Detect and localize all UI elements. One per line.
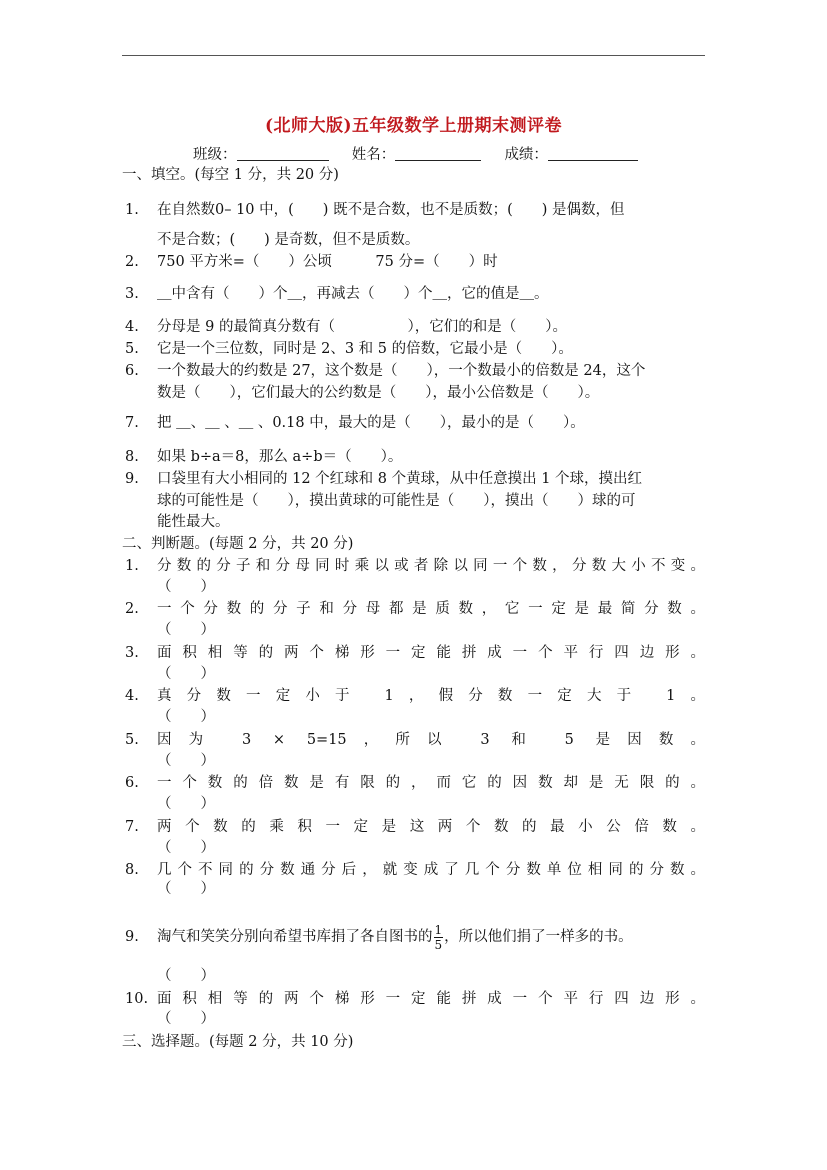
q3-text: ＿中含有（ ）个＿，再减去（ ）个＿，它的值是＿。	[157, 286, 549, 302]
judge-6-answer[interactable]: （ ）	[157, 796, 215, 812]
fraction-denominator: 5	[434, 937, 443, 952]
q7-text: 把 ＿、＿ 、＿ 、0.18 中，最大的是（ ），最小的是（ ）。	[157, 415, 585, 431]
judge-10-number: 10.	[125, 991, 149, 1007]
q9-text-line3: 能性最大。	[157, 514, 230, 530]
q6-text-line2: 数是（ ），它们最大的公约数是（ ），最小公倍数是（ ）。	[157, 385, 600, 401]
name-label: 姓名：	[351, 147, 396, 163]
judge-9-text	[157, 911, 633, 963]
q4-number: 4.	[125, 319, 139, 335]
judge-7-text: 两个数的乘积一定是这两个数的最小公倍数。	[157, 819, 705, 835]
q2-number: 2.	[125, 254, 139, 270]
judge-4-number: 4.	[125, 688, 139, 704]
score-field[interactable]	[548, 146, 638, 161]
judge-9-text-pre: 淘气和笑笑分别向希望书库捐了各自图书的	[157, 929, 433, 945]
judge-4-text: 真分数一定小于 1，假分数一定大于 1。	[157, 688, 705, 704]
judge-3-number: 3.	[125, 645, 139, 661]
judge-2-number: 2.	[125, 601, 139, 617]
q6-text-line1: 一个数最大的约数是 27，这个数是（ ），一个数最小的倍数是 24，这个	[157, 363, 646, 379]
q4-text: 分母是 9 的最简真分数有（ ），它们的和是（ ）。	[157, 319, 567, 335]
q6-number: 6.	[125, 363, 139, 379]
judge-1-number: 1.	[125, 558, 139, 574]
q9-number: 9.	[125, 471, 139, 487]
section1-heading: 一、填空。(每空 1 分，共 20 分)	[122, 167, 339, 183]
judge-5-text: 因为 3 × 5=15，所以 3 和 5 是因数。	[157, 732, 705, 748]
judge-4-answer[interactable]: （ ）	[157, 709, 215, 725]
q2-text: 750 平方米=（ ）公顷 75 分=（ ）时	[157, 254, 498, 270]
top-rule	[122, 55, 705, 56]
judge-9-number: 9.	[125, 929, 139, 945]
judge-1-answer[interactable]: （ ）	[157, 579, 215, 595]
judge-5-answer[interactable]: （ ）	[157, 753, 215, 769]
judge-7-answer[interactable]: （ ）	[157, 840, 215, 856]
q1-number: 1.	[125, 202, 139, 218]
fraction-one-fifth	[434, 923, 444, 952]
judge-6-number: 6.	[125, 775, 139, 791]
q1-text-line2: 不是合数；( ) 是奇数，但不是质数。	[157, 232, 420, 248]
judge-10-text: 面积相等的两个梯形一定能拼成一个平行四边形。	[157, 991, 705, 1007]
section3-heading: 三、选择题。(每题 2 分，共 10 分)	[122, 1034, 354, 1050]
judge-8-number: 8.	[125, 862, 139, 878]
q3-number: 3.	[125, 286, 139, 302]
judge-7-number: 7.	[125, 819, 139, 835]
judge-3-answer[interactable]: （ ）	[157, 666, 215, 682]
q5-text: 它是一个三位数，同时是 2、3 和 5 的倍数，它最小是（ ）。	[157, 341, 573, 357]
judge-1-text: 分数的分子和分母同时乘以或者除以同一个数，分数大小不变。	[157, 558, 705, 574]
judge-9-text-post: ，所以他们捐了一样多的书。	[444, 929, 633, 945]
judge-9-answer[interactable]: （ ）	[157, 968, 215, 984]
judge-6-text: 一个数的倍数是有限的，而它的因数却是无限的。	[157, 775, 705, 791]
q9-text-line2: 球的可能性是（ ），摸出黄球的可能性是（ ），摸出（ ）球的可	[157, 493, 636, 509]
judge-2-text: 一个分数的分子和分母都是质数，它一定是最简分数。	[157, 601, 705, 617]
q5-number: 5.	[125, 341, 139, 357]
q8-text: 如果 b÷a＝8，那么 a÷b＝（ ）。	[157, 449, 403, 465]
name-field[interactable]	[395, 146, 481, 161]
q1-text-line1: 在自然数0– 10 中，( ) 既不是合数，也不是质数；( ) 是偶数，但	[157, 202, 625, 218]
fraction-numerator: 1	[434, 922, 443, 937]
judge-10-answer[interactable]: （ ）	[157, 1011, 215, 1027]
score-label: 成绩：	[504, 147, 548, 163]
q8-number: 8.	[125, 449, 139, 465]
class-field[interactable]	[237, 146, 329, 161]
judge-3-text: 面积相等的两个梯形一定能拼成一个平行四边形。	[157, 645, 705, 661]
section2-heading: 二、判断题。(每题 2 分，共 20 分)	[122, 536, 354, 552]
judge-5-number: 5.	[125, 732, 139, 748]
q9-text-line1: 口袋里有大小相同的 12 个红球和 8 个黄球，从中任意摸出 1 个球，摸出红	[157, 471, 643, 487]
page-title: (北师大版)五年级数学上册期末测评卷	[264, 116, 563, 136]
q7-number: 7.	[125, 415, 139, 431]
judge-8-answer[interactable]: （ ）	[157, 881, 215, 897]
student-info-row	[193, 145, 638, 165]
judge-2-answer[interactable]: （ ）	[157, 622, 215, 638]
judge-8-text: 几个不同的分数通分后，就变成了几个分数单位相同的分数。	[157, 862, 705, 878]
class-label: 班级：	[193, 147, 237, 163]
